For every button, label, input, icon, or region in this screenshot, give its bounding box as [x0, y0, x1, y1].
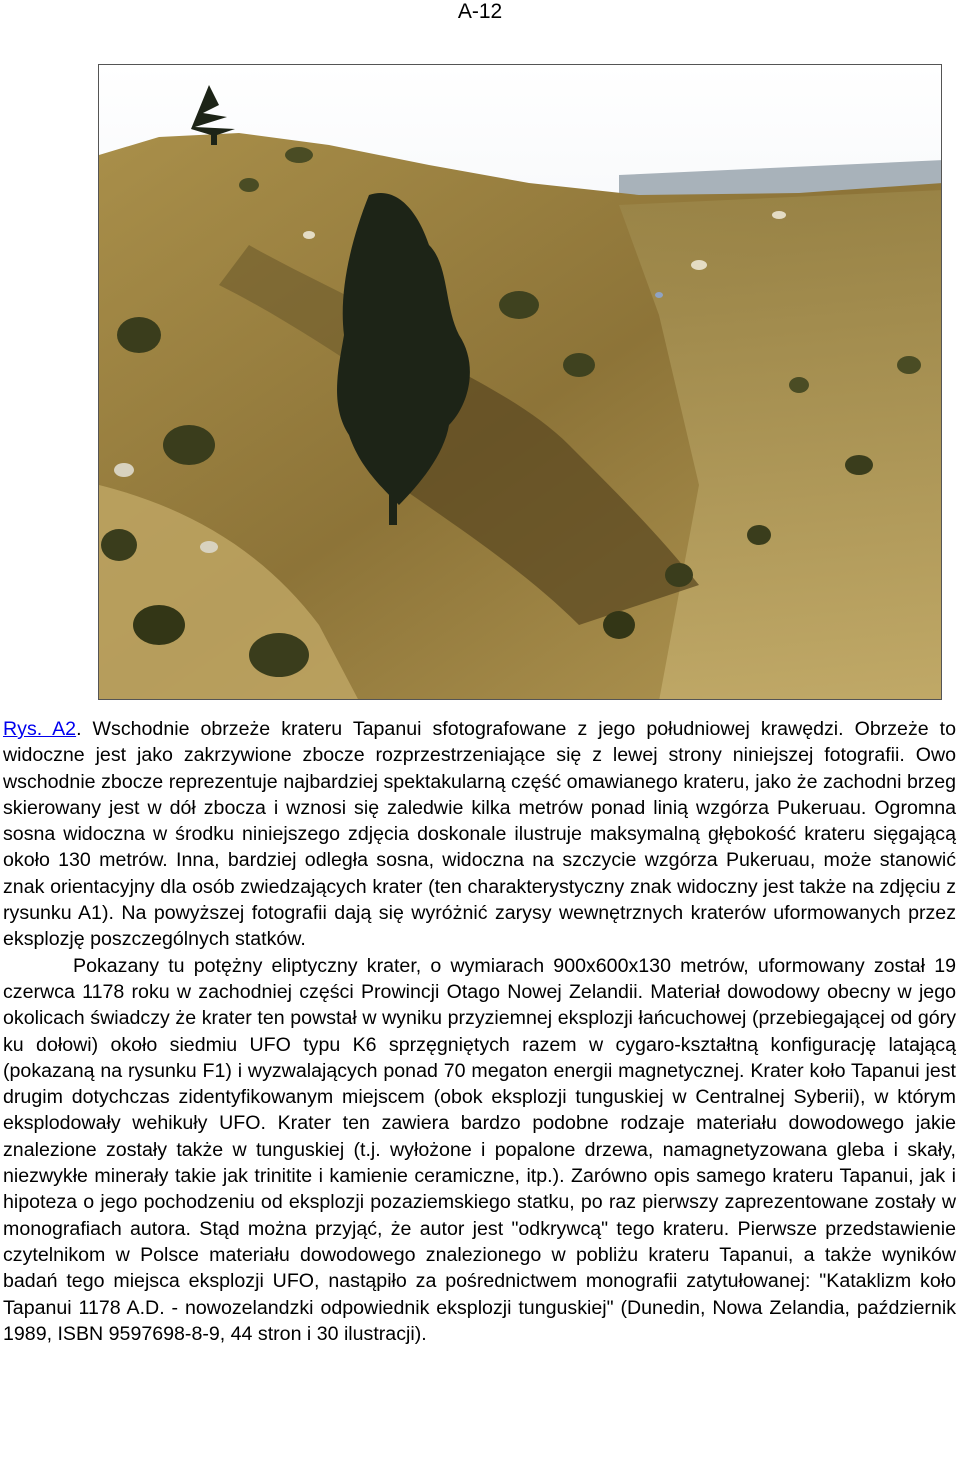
- figure-caption-paragraph: [3, 716, 956, 953]
- body-paragraph: Pokazany tu potężny eliptyczny krater, o wymiarach 900x600x130 metrów, uformowany został 19 czerwca 1178 roku w zachodniej części Prowincji Otago Nowej Zelandii. Materiał dowodowy obecny w jego okolicach świadczy że krater ten powstał w wyniku przyziemnej eksplozji łańcuchowej (przebiegającej od góry ku dołowi) około siedmiu UFO typu K6 sprzęgniętych razem w cygaro-kształtną konfigurację latającą (pokazaną na rysunku F1) i wyzwalających ponad 70 megaton energii magnetycznej. Krater koło Tapanui jest drugim dotychczas zidentyfikowanym miejscem (obok eksplozji tunguskiej w Centralnej Syberii), w którym eksplodowały wehikuły UFO. Krater ten zawiera bardzo podobne rodzaje materiału dowodowego jakie znalezione zostały także w tunguskiej (t.j. wyłożone i popalone drzewa, namagnetyzowana gleba i skały, niezwykłe minerały takie jak trinitite i kamienie ceramiczne, itp.). Zarówno opis samego krateru Tapanui, jak i hipoteza o jego pochodzeniu od eksplozji pozaziemskiego statku, po raz pierwszy zaprezentowane zostały w monografiach autora. Stąd można przyjąć, że autor jest "odkrywcą" tego krateru. Pierwsze przedstawienie czytelnikom w Polsce materiału dowodowego znalezionego w pobliżu krateru Tapanui, a także wyników badań tego miejsca eksplozji UFO, nastąpiło za pośrednictwem monografii zatytułowanej: "Kataklizm koło Tapanui 1178 A.D. - nowozelandzki odpowiednik eksplozji tunguskiej" (Dunedin, Nowa Zelandia, październik 1989, ISBN 9597698-8-9, 44 stron i 30 ilustracji).: [3, 954, 956, 1345]
- figure-reference-link[interactable]: Rys. A2: [3, 718, 77, 740]
- page-number: A-12: [457, 0, 503, 23]
- body-text: [3, 716, 956, 1347]
- crater-photograph: [98, 64, 942, 700]
- caption-paragraph-text: . Wschodnie obrzeże krateru Tapanui sfotografowane z jego południowej krawędzi. Obrzeże to widoczne jest jako zakrzywione zbocze rozprzestrzeniające się z lewej strony niniejszej fotografii. Owo wschodnie zbocze reprezentuje najbardziej spektakularną część omawianego krateru, jako że zachodni brzeg skierowany jest w dół zbocza i wznosi się zaledwie kilka metrów ponad linią wzgórza Pukeruau. Ogromna sosna widoczna w środku niniejszego zdjęcia doskonale ilustruje maksymalną głębokość krateru sięgającą około 130 metrów. Inna, bardziej odległa sosna, widoczna na szczycie wzgórza Pukeruau, może stanowić znak orientacyjny dla osób zwiedzających krater (ten charakterystyczny znak widoczny jest także na zdjęciu z rysunku A1). Na powyższej fotografii dają się wyróżnić zarysy wewnętrznych kraterów uformowanych przez eksplozję poszczególnych statków.: [3, 718, 956, 951]
